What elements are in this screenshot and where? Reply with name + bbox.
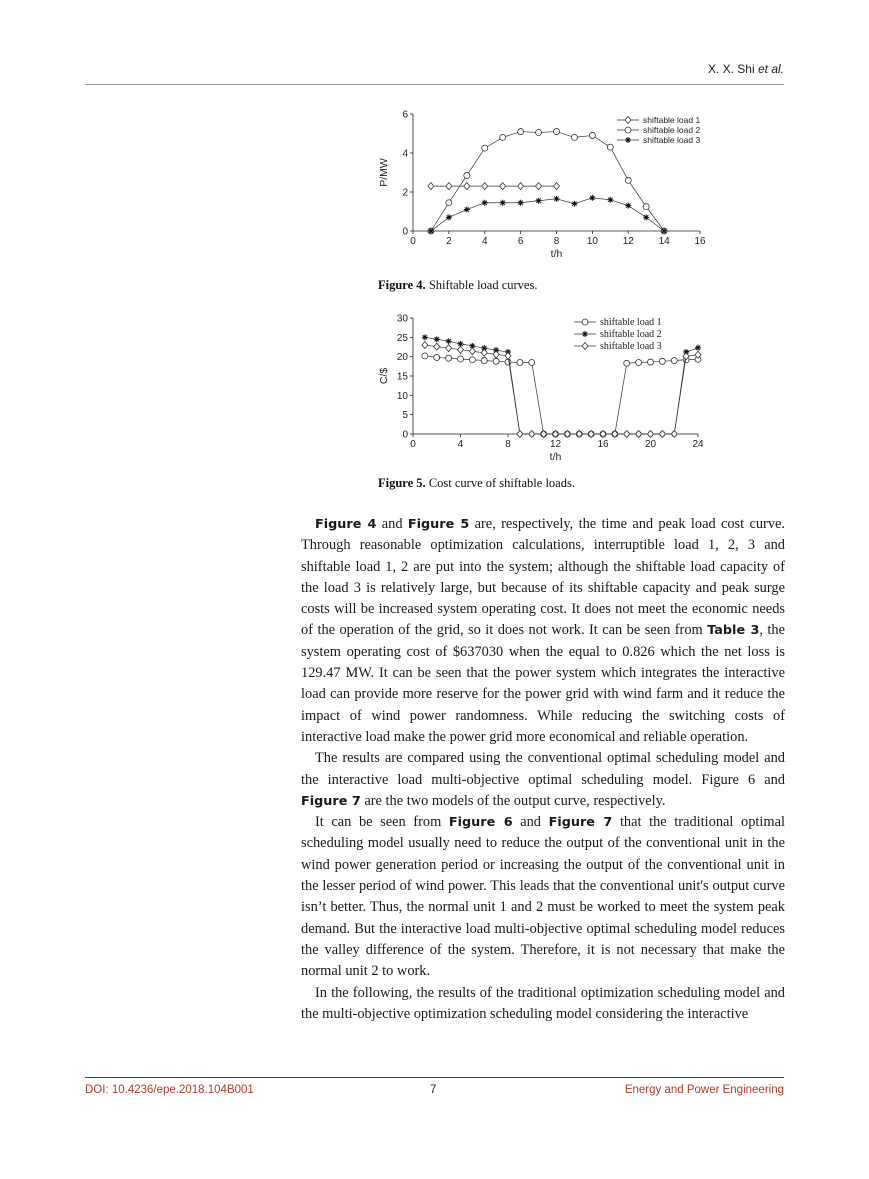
- data-point: [434, 343, 440, 350]
- data-point: [648, 359, 654, 365]
- data-point: [428, 228, 434, 234]
- figure-4-caption: Figure 4. Shiftable load curves.: [378, 278, 538, 292]
- x-axis-label: t/h: [550, 248, 563, 260]
- paragraph-text: and: [376, 516, 408, 532]
- data-point: [422, 342, 428, 349]
- series-line: [425, 356, 698, 434]
- data-point: [434, 354, 440, 360]
- x-tick-label: 8: [553, 236, 560, 247]
- data-point: [624, 431, 630, 438]
- legend-marker: [625, 127, 631, 133]
- paragraph-text: are the two models of the output curve, respectively.: [360, 792, 666, 809]
- cross-reference-link[interactable]: Figure 6: [448, 815, 513, 831]
- data-point: [493, 358, 499, 364]
- x-tick-label: 10: [586, 236, 598, 247]
- footer-rule: [85, 1077, 784, 1078]
- data-point: [464, 172, 470, 178]
- data-point: [671, 431, 677, 438]
- data-point: [554, 129, 560, 135]
- x-tick-label: 4: [457, 439, 464, 450]
- paragraph-text: and: [512, 814, 549, 831]
- legend-label: shiftable load 2: [600, 329, 662, 340]
- data-point: [458, 346, 464, 353]
- data-point: [671, 358, 677, 364]
- paragraph-text: In the following, the results of the traditional optimization scheduling model and the multi-objective optimization scheduling model considering the interactive: [301, 984, 785, 1022]
- data-point: [529, 359, 535, 365]
- data-point: [643, 204, 649, 210]
- series-line: [425, 345, 698, 434]
- data-point: [695, 345, 701, 351]
- legend-label: shiftable load 1: [643, 115, 701, 125]
- x-tick-label: 8: [505, 439, 511, 450]
- data-point: [469, 348, 475, 355]
- legend-label: shiftable load 3: [600, 341, 662, 352]
- paragraph-text: , the system operating cost of $637030 when the equal to 0.826 which the net loss is 129.47 MW. It can be seen that the power system which integrates the interactive load can provide more reserve for the power grid with wind farm and it reduce the impact of wind power randomness. While reducing the switching costs of interactive load make the power grid more economical and reliable operation.: [301, 622, 785, 745]
- y-tick-label: 2: [402, 187, 408, 199]
- legend-marker: [582, 319, 588, 325]
- data-point: [446, 338, 452, 344]
- data-point: [446, 200, 452, 206]
- data-point: [607, 144, 613, 150]
- data-point: [482, 145, 488, 151]
- data-point: [589, 195, 595, 201]
- x-tick-label: 6: [517, 236, 524, 247]
- data-point: [636, 431, 642, 438]
- x-tick-label: 0: [410, 236, 416, 247]
- data-point: [482, 200, 488, 206]
- y-axis-label: C/$: [378, 367, 390, 385]
- figure-4-chart: [370, 100, 720, 270]
- data-point: [464, 183, 470, 190]
- x-axis-label: t/h: [549, 451, 562, 463]
- y-tick-label: 20: [396, 352, 408, 364]
- legend-label: shiftable load 1: [600, 317, 662, 328]
- data-point: [518, 129, 524, 135]
- data-point: [571, 201, 577, 207]
- legend-marker: [582, 343, 588, 350]
- body-text: [301, 514, 785, 1025]
- data-point: [529, 431, 535, 438]
- data-point: [643, 214, 649, 220]
- x-tick-label: 0: [410, 439, 416, 450]
- data-point: [482, 183, 488, 190]
- y-tick-label: 15: [396, 371, 408, 383]
- data-point: [481, 358, 487, 364]
- y-tick-label: 30: [396, 313, 408, 325]
- legend-marker: [625, 137, 631, 143]
- figure-5-chart: [370, 308, 720, 468]
- legend-label: shiftable load 2: [643, 125, 701, 135]
- paragraph-text: The results are compared using the conventional optimal scheduling model and the interactive load multi-objective optimal scheduling model. Figure 6 and: [301, 750, 785, 788]
- data-point: [659, 431, 665, 438]
- x-tick-label: 2: [446, 236, 452, 247]
- data-point: [607, 197, 613, 203]
- legend-marker: [582, 331, 588, 337]
- y-tick-label: 0: [402, 429, 408, 441]
- data-point: [422, 334, 428, 340]
- data-point: [636, 359, 642, 365]
- y-tick-label: 5: [402, 410, 408, 422]
- data-point: [659, 358, 665, 364]
- cross-reference-link[interactable]: Figure 5: [407, 517, 470, 532]
- header-rule: [85, 84, 784, 85]
- paragraph: [301, 748, 785, 812]
- y-tick-label: 0: [402, 226, 408, 238]
- cross-reference-link[interactable]: Table 3: [707, 623, 760, 639]
- data-point: [517, 431, 523, 438]
- y-tick-label: 6: [402, 109, 408, 121]
- x-tick-label: 16: [694, 236, 706, 247]
- cross-reference-link[interactable]: Figure 7: [548, 815, 613, 831]
- running-header-author: X. X. Shi et al.: [707, 62, 784, 76]
- footer-doi[interactable]: DOI: 10.4236/epe.2018.104B001: [85, 1084, 254, 1096]
- data-point: [536, 198, 542, 204]
- data-point: [469, 357, 475, 363]
- data-point: [434, 336, 440, 342]
- data-point: [517, 359, 523, 365]
- data-point: [500, 200, 506, 206]
- paragraph-text: are, respectively, the time and peak load cost curve. Through reasonable optimization calculations, interruptible load 1, 2, 3 and shiftable load 1, 2 are put into the system; although the shiftable load capacity of the load 3 is relatively large, but because of its shiftable capacity and peak surge costs will be increased system operating cost. It does not meet the economic needs of the operation of the grid, so it does not work. It can be seen from: [301, 516, 786, 639]
- x-tick-label: 4: [481, 236, 488, 247]
- footer-journal[interactable]: Energy and Power Engineering: [624, 1084, 784, 1096]
- data-point: [458, 356, 464, 362]
- legend-marker: [625, 117, 631, 124]
- data-point: [554, 183, 560, 190]
- paragraph: [301, 514, 785, 748]
- paragraph: [301, 812, 785, 982]
- data-point: [661, 228, 667, 234]
- x-tick-label: 16: [597, 439, 609, 450]
- data-point: [518, 200, 524, 206]
- data-point: [648, 431, 654, 438]
- paragraph-text: that the traditional optimal scheduling model usually need to reduce the output of the conventional unit in the wind power generation period or increasing the output of the conventional unit in the lesser period of wind power. This leads that the conventional unit's output curve isn’t better. Thus, the normal unit 1 and 2 must be worked to meet the system peak demand. But the interactive load multi-objective optimal scheduling model reduces the valley difference of the system. Therefore, it is not necessary that make the normal unit 2 to work.: [301, 814, 785, 980]
- data-point: [518, 183, 524, 190]
- data-point: [481, 349, 487, 356]
- page-number: 7: [430, 1084, 437, 1096]
- data-point: [464, 207, 470, 213]
- paragraph-text: It can be seen from: [315, 814, 449, 831]
- data-point: [500, 183, 506, 190]
- y-tick-label: 10: [396, 390, 408, 402]
- x-tick-label: 24: [692, 439, 704, 450]
- data-point: [500, 134, 506, 140]
- data-point: [422, 353, 428, 359]
- y-axis-label: P/MW: [378, 158, 390, 187]
- data-point: [428, 183, 434, 190]
- series-line: [431, 198, 664, 231]
- data-point: [589, 132, 595, 138]
- data-point: [536, 130, 542, 136]
- cross-reference-link[interactable]: Figure 4: [315, 517, 377, 532]
- figure-5-caption: Figure 5. Cost curve of shiftable loads.: [378, 476, 575, 490]
- y-tick-label: 4: [402, 148, 408, 160]
- paragraph: [301, 983, 785, 1026]
- legend-label: shiftable load 3: [643, 135, 701, 145]
- data-point: [625, 203, 631, 209]
- data-point: [446, 183, 452, 190]
- data-point: [625, 177, 631, 183]
- data-point: [624, 360, 630, 366]
- y-tick-label: 25: [396, 332, 408, 344]
- cross-reference-link[interactable]: Figure 7: [301, 793, 361, 809]
- data-point: [446, 214, 452, 220]
- x-tick-label: 20: [644, 439, 657, 450]
- data-point: [446, 355, 452, 361]
- x-tick-label: 12: [622, 236, 634, 247]
- data-point: [536, 183, 542, 190]
- data-point: [554, 196, 560, 202]
- data-point: [446, 345, 452, 352]
- x-tick-label: 14: [658, 236, 670, 247]
- x-tick-label: 12: [549, 439, 562, 450]
- data-point: [571, 134, 577, 140]
